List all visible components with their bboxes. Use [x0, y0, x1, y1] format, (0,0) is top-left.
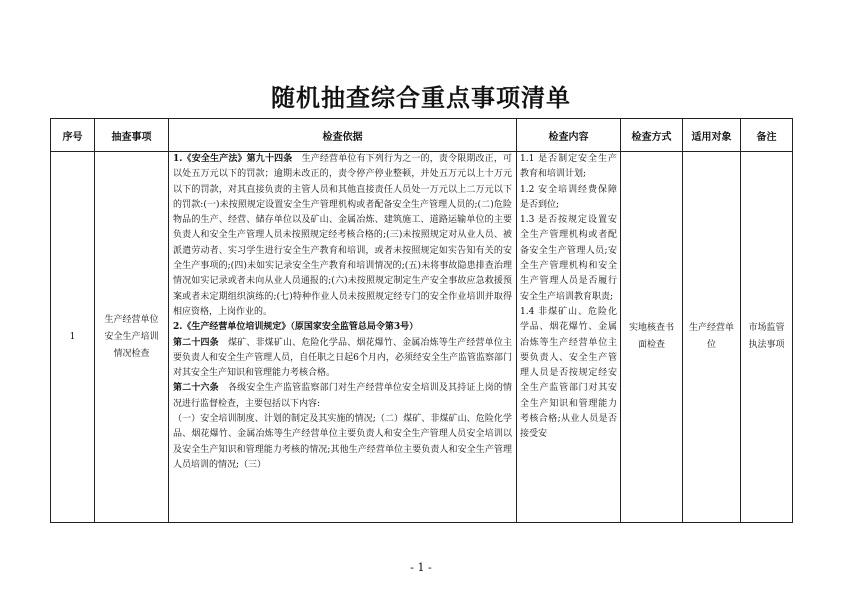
target-value: 生产经营单位 — [689, 323, 735, 350]
header-remark: 备注 — [741, 119, 793, 152]
basis-text: 煤矿、非煤矿山、危险化学品、烟花爆竹、金属冶炼等生产经营单位主要负责人和安全生产管理人员，自任职之日起6个月内，必须经安全生产监管监察部门对其安全生产知识和管理能力考核合格。 — [173, 337, 512, 379]
table-row — [51, 152, 793, 523]
content-item: 1.2 安全培训经费保障是否到位; — [520, 184, 617, 210]
seq-value: 1 — [69, 331, 76, 342]
content-item: 1.3 是否按规定设置安全生产管理机构或者配备安全生产管理人员;安全生产管理机构和安全生产管理人员是否履行安全生产培训教育职责; — [520, 215, 617, 302]
cell-method — [621, 152, 683, 523]
basis-paragraph-1 — [173, 152, 512, 320]
basis-paragraph-2 — [173, 320, 512, 335]
remark-value: 市场监管执法事项 — [748, 323, 785, 350]
method-value: 实地核查书面检查 — [628, 323, 674, 350]
content-item: 1.1 是否制定安全生产教育和培训计划; — [520, 154, 617, 180]
cell-content — [517, 152, 621, 523]
basis-heading: 第二十四条 — [173, 337, 219, 348]
header-content: 检查内容 — [517, 119, 621, 152]
cell-item — [95, 152, 169, 523]
basis-text: （一）安全培训制度、计划的制定及其实施的情况;（二）煤矿、非煤矿山、危险化学品、烟花爆竹、金属冶炼等生产经营单位主要负责人和安全生产管理人员安全培训以及安全生产知识和管理能力考核的情况;其他生产经营单位主要负责人和安全生产管理人员培训的情况;（三） — [173, 414, 512, 470]
header-item: 抽查事项 — [95, 119, 169, 152]
content-item: 1.4 非煤矿山、危险化学品、烟花爆竹、金属冶炼等生产经营单位主要负责人、安全生产管理人员是否按规定经安全生产监管部门对其安全生产知识和管理能力考核合格;从业人员是否接受安 — [520, 306, 617, 440]
item-value: 生产经营单位安全生产培训情况检查 — [104, 314, 159, 359]
document-title: 随机抽查综合重点事项清单 — [271, 84, 571, 112]
basis-heading: 1.《安全生产法》第九十四条 — [173, 154, 293, 164]
header-seq: 序号 — [51, 119, 95, 152]
header-target: 适用对象 — [683, 119, 741, 152]
inspection-table — [50, 118, 793, 523]
cell-seq — [51, 152, 95, 523]
header-basis: 检查依据 — [169, 119, 517, 152]
cell-remark — [741, 152, 793, 523]
basis-text: 生产经营单位有下列行为之一的，责令限期改正，可以处五万元以下的罚款；逾期未改正的，责令停产停业整顿，并处五万元以上十万元以下的罚款，对其直接负责的主管人员和其他直接责任人员处一万元以上二万元以下的罚款:(一)未按照规定设置安全生产管理机构或者配备安全生产管理人员的;(二)危险物品的生产、经营、储存单位以及矿山、金属冶炼、建筑施工、道路运输单位的主要负责人和安全生产管理人员未按照规定经考核合格的;(三)未按照规定对从业人员、被派遣劳动者、实习学生进行安全生产教育和培训，或者未按照规定如实告知有关的安全生产事项的;(四)未如实记录安全生产教育和培训情况的;(五)未将事故隐患排查治理情况如实记录或者未向从业人员通报的;(六)未按照规定制定生产安全事故应急救援预案或者未定期组织演练的;(七)特种作业人员未按照规定经专门的安全作业培训并取得相应资格，上岗作业的。 — [173, 154, 512, 317]
basis-paragraph-4 — [173, 381, 512, 412]
basis-heading: 2.《生产经营单位培训规定》（原国家安全监管总局令第3号） — [173, 322, 419, 333]
basis-paragraph-3 — [173, 336, 512, 382]
cell-basis — [169, 152, 517, 523]
cell-target — [683, 152, 741, 523]
basis-heading: 第二十六条 — [173, 383, 219, 394]
header-method: 检查方式 — [621, 119, 683, 152]
header-row — [51, 119, 793, 152]
basis-paragraph-5 — [173, 412, 512, 473]
page-number: - 1 - — [410, 561, 432, 574]
basis-text: 各级安全生产监管监察部门对生产经营单位安全培训及其持证上岗的情况进行监督检查，主要包括以下内容: — [173, 383, 512, 409]
